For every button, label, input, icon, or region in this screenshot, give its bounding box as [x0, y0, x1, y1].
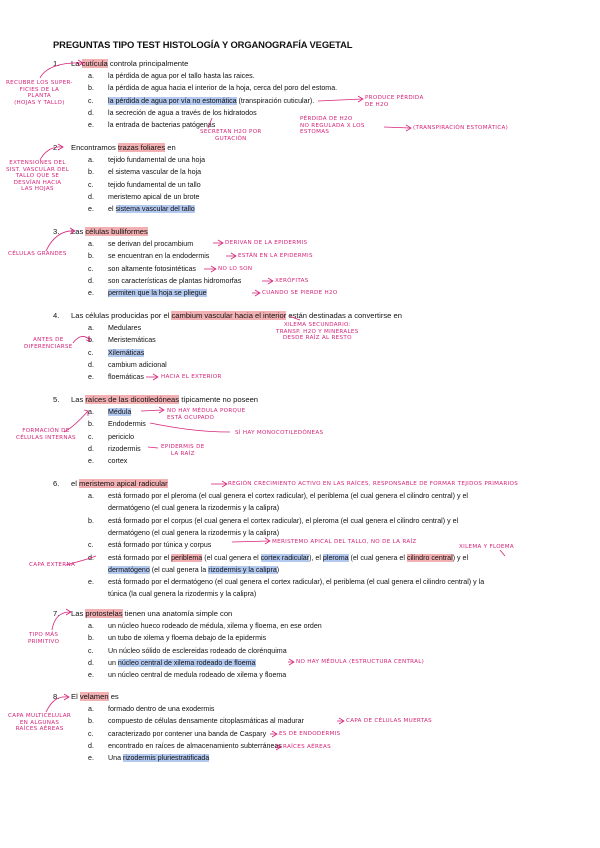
note-q8-d: RAÍCES AÉREAS — [283, 744, 331, 750]
note-q8-c: ES DE ENDODERMIS — [279, 731, 341, 737]
option-letter: c. — [88, 96, 94, 105]
option-text: ) y el — [452, 553, 469, 562]
option-text: caracterizado por contener una banda de Caspary — [108, 729, 267, 738]
option-text: rizodermis — [108, 444, 141, 453]
answer-option[interactable] — [108, 517, 458, 527]
note-q2-left: EXTENSIONES DEL SIST. VASCULAR DEL TALLO QUE SE DESVÍAN HACIA LAS HOJAS — [6, 160, 69, 193]
answer-option[interactable] — [108, 408, 131, 418]
option-highlight: periblema — [171, 553, 203, 562]
option-letter: c. — [88, 646, 94, 655]
answer-option[interactable] — [108, 671, 286, 681]
option-highlight: Médula — [108, 408, 132, 416]
option-highlight: cortex radicular — [260, 553, 310, 562]
option-text: un núcleo central de medula rodeado de xilema y floema — [108, 671, 287, 680]
question-stem — [71, 609, 232, 619]
question-stem — [71, 692, 119, 702]
question-stem — [71, 227, 148, 237]
note-q7-left: TIPO MÁS PRIMITIVO — [28, 632, 60, 645]
stem-text: Encontramos — [71, 143, 118, 152]
option-letter: d. — [88, 658, 94, 667]
answer-option[interactable] — [108, 277, 241, 287]
answer-option[interactable] — [108, 420, 146, 430]
option-text: son características de plantas hidromorfas — [108, 276, 242, 285]
answer-option[interactable] — [108, 156, 205, 166]
question-number: 1. — [53, 59, 60, 68]
option-letter: b. — [88, 420, 94, 429]
answer-option[interactable] — [108, 349, 144, 359]
note-q3-e: CUANDO SE PIERDE H2O — [262, 290, 338, 296]
stem-text: es — [108, 692, 119, 701]
option-text: (el cual genera el — [202, 553, 261, 562]
option-letter: b. — [88, 168, 94, 177]
option-highlight: sistema vascular del tallo — [115, 205, 195, 214]
answer-option[interactable] — [108, 504, 279, 514]
stem-text: controla principalmente — [107, 59, 189, 68]
option-letter: d. — [88, 553, 94, 562]
question-stem — [71, 59, 188, 69]
stem-text: Las — [71, 227, 86, 236]
option-text: cambium adicional — [108, 360, 167, 369]
stem-text: El — [71, 692, 80, 701]
answer-option[interactable] — [108, 566, 279, 576]
answer-option[interactable] — [108, 181, 201, 191]
option-text: un tubo de xilema y floema debajo de la epidermis — [108, 634, 267, 643]
option-text: ) — [276, 565, 280, 574]
option-letter: e. — [88, 121, 94, 130]
note-q5-d: EPIDERMIS DE LA RAÍZ — [161, 444, 205, 457]
answer-option[interactable] — [108, 168, 201, 178]
question-number: 3. — [53, 227, 60, 236]
option-text: son altamente fotosintéticas — [108, 264, 196, 273]
question-stem — [71, 143, 176, 153]
option-letter: b. — [88, 717, 94, 726]
answer-option[interactable] — [108, 529, 279, 539]
stem-highlight: protostelas — [85, 609, 123, 618]
option-highlight: permiten que la hoja se pliegue — [108, 289, 207, 298]
option-text: está formado por túnica y corpus — [108, 541, 212, 550]
option-letter: b. — [88, 84, 94, 93]
option-text: la pérdida de agua por el tallo hasta las raices. — [108, 72, 255, 80]
option-text: la entrada de bacterias patógenas — [108, 121, 216, 130]
note-q6-left: CAPA EXTERNA — [29, 562, 76, 568]
stem-text: La — [71, 59, 82, 68]
answer-option[interactable] — [108, 84, 337, 94]
stem-highlight: meristemo apical radicular — [79, 479, 168, 488]
stem-highlight: cambium vascular hacia el interior — [171, 311, 287, 320]
option-text: Medulares — [108, 324, 142, 332]
answer-option[interactable] — [108, 252, 209, 262]
note-q3-left: CÉLULAS GRANDES — [8, 251, 67, 257]
answer-option[interactable] — [108, 361, 167, 371]
stem-text: típicamente no poseen — [179, 395, 259, 404]
answer-option[interactable] — [108, 109, 257, 119]
option-text: está formado por el corpus (el cual genera el cortex radicular), el pleroma (el cual genera el cilindro central) y el — [108, 516, 459, 525]
option-letter: b. — [88, 252, 94, 261]
note-q5-b: SÍ HAY MONOCOTILEDÓNEAS — [235, 430, 324, 436]
answer-option[interactable] — [108, 289, 207, 299]
stem-highlight: trazas foliares — [117, 143, 166, 152]
answer-option[interactable] — [108, 193, 199, 203]
answer-option[interactable] — [108, 705, 214, 715]
option-text: un — [108, 658, 118, 667]
option-letter: d. — [88, 108, 94, 117]
option-text: el sistema vascular de la hoja — [108, 168, 202, 177]
question-number: 5. — [53, 395, 60, 404]
stem-text: tienen una anatomía simple con — [122, 609, 233, 618]
option-letter: e. — [88, 754, 94, 763]
answer-option[interactable] — [108, 324, 141, 334]
note-q6-d: XILEMA Y FLOEMA — [459, 544, 514, 550]
option-highlight: la pérdida de agua por vía no estomática — [108, 96, 237, 105]
option-letter: d. — [88, 741, 94, 750]
answer-option[interactable] — [108, 240, 193, 250]
stem-highlight: cutícula — [81, 59, 108, 68]
option-letter: e. — [88, 289, 94, 298]
option-letter: c. — [88, 541, 94, 550]
option-highlight: núcleo central de xilema rodeado de floema — [117, 658, 256, 667]
option-letter: a. — [88, 240, 94, 248]
option-text: la secreción de agua a través de los hidratodos — [108, 108, 257, 117]
note-q1-c1: PRODUCE PÉRDIDA DE H2O — [365, 95, 424, 108]
answer-option[interactable] — [108, 433, 134, 443]
note-q8-left: CAPA MULTICELULAR EN ALGUNAS RAÍCES AÉREAS — [8, 713, 72, 733]
answer-option[interactable] — [108, 97, 314, 107]
option-text: está formado por el — [108, 553, 172, 562]
option-text: meristemo apical de un brote — [108, 192, 200, 201]
page-title: PREGUNTAS TIPO TEST HISTOLOGÍA Y ORGANOGRAFÍA VEGETAL — [53, 39, 353, 50]
note-q5-left: FORMACIÓN DE CÉLULAS INTERNAS — [16, 428, 76, 441]
option-letter: a. — [88, 72, 94, 80]
question-number: 4. — [53, 311, 60, 320]
option-letter: d. — [88, 360, 94, 369]
option-text: la pérdida de agua hacia el interior de la hoja, cerca del poro del estoma. — [108, 84, 338, 93]
stem-text: Las células producidas por el — [71, 311, 172, 320]
stem-text: el — [71, 479, 80, 488]
stem-text: Las — [71, 609, 86, 618]
option-letter: c. — [88, 264, 94, 273]
option-letter: a. — [88, 622, 94, 630]
note-q8-b: CAPA DE CÉLULAS MUERTAS — [346, 718, 432, 724]
question-number: 7. — [53, 609, 60, 618]
note-q1-c3: (TRANSPIRACIÓN ESTOMÁTICA) — [413, 125, 509, 131]
option-letter: a. — [88, 408, 94, 416]
option-text: encontrado en raíces de almacenamiento subterráneas — [108, 741, 282, 750]
answer-option[interactable] — [108, 373, 144, 383]
option-text: periciclo — [108, 432, 135, 441]
option-highlight: rizodermis y la calipra — [208, 565, 277, 574]
option-text: se derivan del procambium — [108, 240, 194, 248]
option-highlight: cilindro central — [406, 553, 453, 562]
answer-option[interactable] — [108, 754, 209, 764]
answer-option[interactable] — [108, 554, 468, 564]
note-q6-right: REGIÓN CRECIMIENTO ACTIVO EN LAS RAÍCES, RESPONSABLE DE FORMAR TEJIDOS PRIMARIOS — [228, 481, 519, 487]
option-text: dermatógeno (el cual genera la rizodermis y la calipra) — [108, 528, 280, 537]
note-q4-right: XILEMA SECUNDARIO: TRANSP. H2O Y MINERALES DESDE RAÍZ AL RESTO — [276, 322, 359, 342]
option-text: el — [108, 205, 116, 214]
note-q5-a: NO HAY MÉDULA PORQUE ESTÁ OCUPADO — [167, 408, 246, 421]
option-letter: b. — [88, 516, 94, 525]
answer-option[interactable] — [108, 634, 266, 644]
option-letter: c. — [88, 348, 94, 357]
answer-option[interactable] — [108, 336, 156, 346]
answer-option[interactable] — [108, 647, 287, 657]
answer-option[interactable] — [108, 659, 256, 669]
option-letter: e. — [88, 671, 94, 680]
option-text: cortex — [108, 457, 128, 466]
option-letter: a. — [88, 156, 94, 164]
option-letter: d. — [88, 444, 94, 453]
option-text: dermatógeno (el cual genera la rizodermis y la calipra) — [108, 504, 280, 513]
option-text: Un núcleo sólido de esclereidas rodeado de clorénquima — [108, 646, 287, 655]
stem-text: en — [165, 143, 176, 152]
note-q3-d: XERÓFITAS — [275, 278, 309, 284]
note-q3-a: DERIVAN DE LA EPIDERMIS — [225, 240, 308, 246]
stem-highlight: raíces de las dicotiledóneas — [85, 395, 180, 404]
note-q4-left: ANTES DE DIFERENCIARSE — [24, 337, 73, 350]
note-q4-e: HACIA EL EXTERIOR — [161, 374, 222, 380]
option-highlight: pleroma — [322, 553, 349, 562]
option-letter: a. — [88, 705, 94, 713]
note-q1-left: RECUBRE LOS SUPER- FICIES DE LA PLANTA (HOJAS Y TALLO) — [6, 80, 73, 106]
answer-option[interactable] — [108, 457, 127, 467]
answer-option[interactable] — [108, 578, 484, 588]
option-letter: b. — [88, 634, 94, 643]
option-letter: b. — [88, 336, 94, 345]
option-letter: c. — [88, 729, 94, 738]
option-text: está formado por el dermatógeno (el cual genera el cortex radicular), el periblema (el cual genera el cilindro central) y la — [108, 578, 485, 587]
option-letter: a. — [88, 492, 94, 500]
option-letter: e. — [88, 457, 94, 466]
option-text: tejido fundamental de un tallo — [108, 180, 201, 189]
question-number: 2. — [53, 143, 60, 152]
stem-highlight: velamen — [79, 692, 109, 701]
answer-option[interactable] — [108, 541, 211, 551]
option-letter: e. — [88, 205, 94, 214]
stem-text: Las — [71, 395, 86, 404]
question-stem — [71, 479, 168, 489]
note-q7-d: NO HAY MÉDULA (ESTRUCTURA CENTRAL) — [296, 659, 425, 665]
stem-text: están destinadas a convertirse en — [286, 311, 402, 320]
answer-option[interactable] — [108, 622, 322, 632]
answer-option[interactable] — [108, 730, 266, 740]
answer-option[interactable] — [108, 445, 141, 455]
note-q1-d: SECRETAN H2O POR GUTACIÓN — [200, 129, 262, 142]
option-letter: c. — [88, 432, 94, 441]
option-highlight: Xilemáticas — [108, 348, 145, 357]
option-highlight: dermatógeno — [108, 565, 150, 574]
option-text: Endodermis — [108, 420, 146, 429]
option-letter: d. — [88, 192, 94, 201]
note-q3-c: NO LO SON — [218, 266, 253, 272]
question-number: 6. — [53, 479, 60, 488]
answer-option[interactable] — [108, 72, 255, 82]
option-letter: e. — [88, 373, 94, 382]
answer-option[interactable] — [108, 205, 195, 215]
question-stem — [71, 311, 402, 321]
question-number: 8. — [53, 692, 60, 701]
option-text: floemáticas — [108, 373, 144, 382]
option-letter: e. — [88, 578, 94, 587]
option-text: (el cual genera el — [348, 553, 407, 562]
answer-option[interactable] — [108, 265, 196, 275]
option-text: Una — [108, 754, 123, 763]
option-text: se encuentran en la endodermis — [108, 252, 210, 261]
answer-option[interactable] — [108, 742, 282, 752]
note-q3-b: ESTÁN EN LA EPIDERMIS — [238, 253, 313, 259]
option-text: ), el — [309, 553, 323, 562]
option-highlight: rizodermis pluriestratificada — [122, 754, 210, 763]
option-letter: d. — [88, 276, 94, 285]
option-text: túnica (la cual genera la rizodermis y la calipra) — [108, 590, 257, 599]
answer-option[interactable] — [108, 492, 468, 502]
option-text: tejido fundamental de una hoja — [108, 156, 206, 164]
option-text: Meristemáticas — [108, 336, 156, 345]
note-q1-c2: PÉRDIDA DE H2O NO REGULADA X LOS ESTOMAS — [300, 116, 365, 136]
stem-highlight: células bulliformes — [85, 227, 148, 236]
option-text: (transpiración cuticular). — [236, 96, 315, 105]
answer-option[interactable] — [108, 590, 256, 600]
option-letter: c. — [88, 180, 94, 189]
option-text: está formado por el pleroma (el cual genera el cortex radicular), el periblema (el cual genera el cilindro central) y el — [108, 492, 468, 500]
option-text: formado dentro de una exodermis — [108, 705, 215, 713]
option-text: un núcleo hueco rodeado de médula, xilema y floema, en ese orden — [108, 622, 322, 630]
option-text: compuesto de células densamente citoplasmáticas al madurar — [108, 717, 304, 726]
option-letter: a. — [88, 324, 94, 332]
question-stem — [71, 395, 258, 405]
option-text: (el cual genera la — [149, 565, 209, 574]
note-q6-c: MERISTEMO APICAL DEL TALLO, NO DE LA RAÍZ — [272, 539, 417, 545]
answer-option[interactable] — [108, 717, 304, 727]
